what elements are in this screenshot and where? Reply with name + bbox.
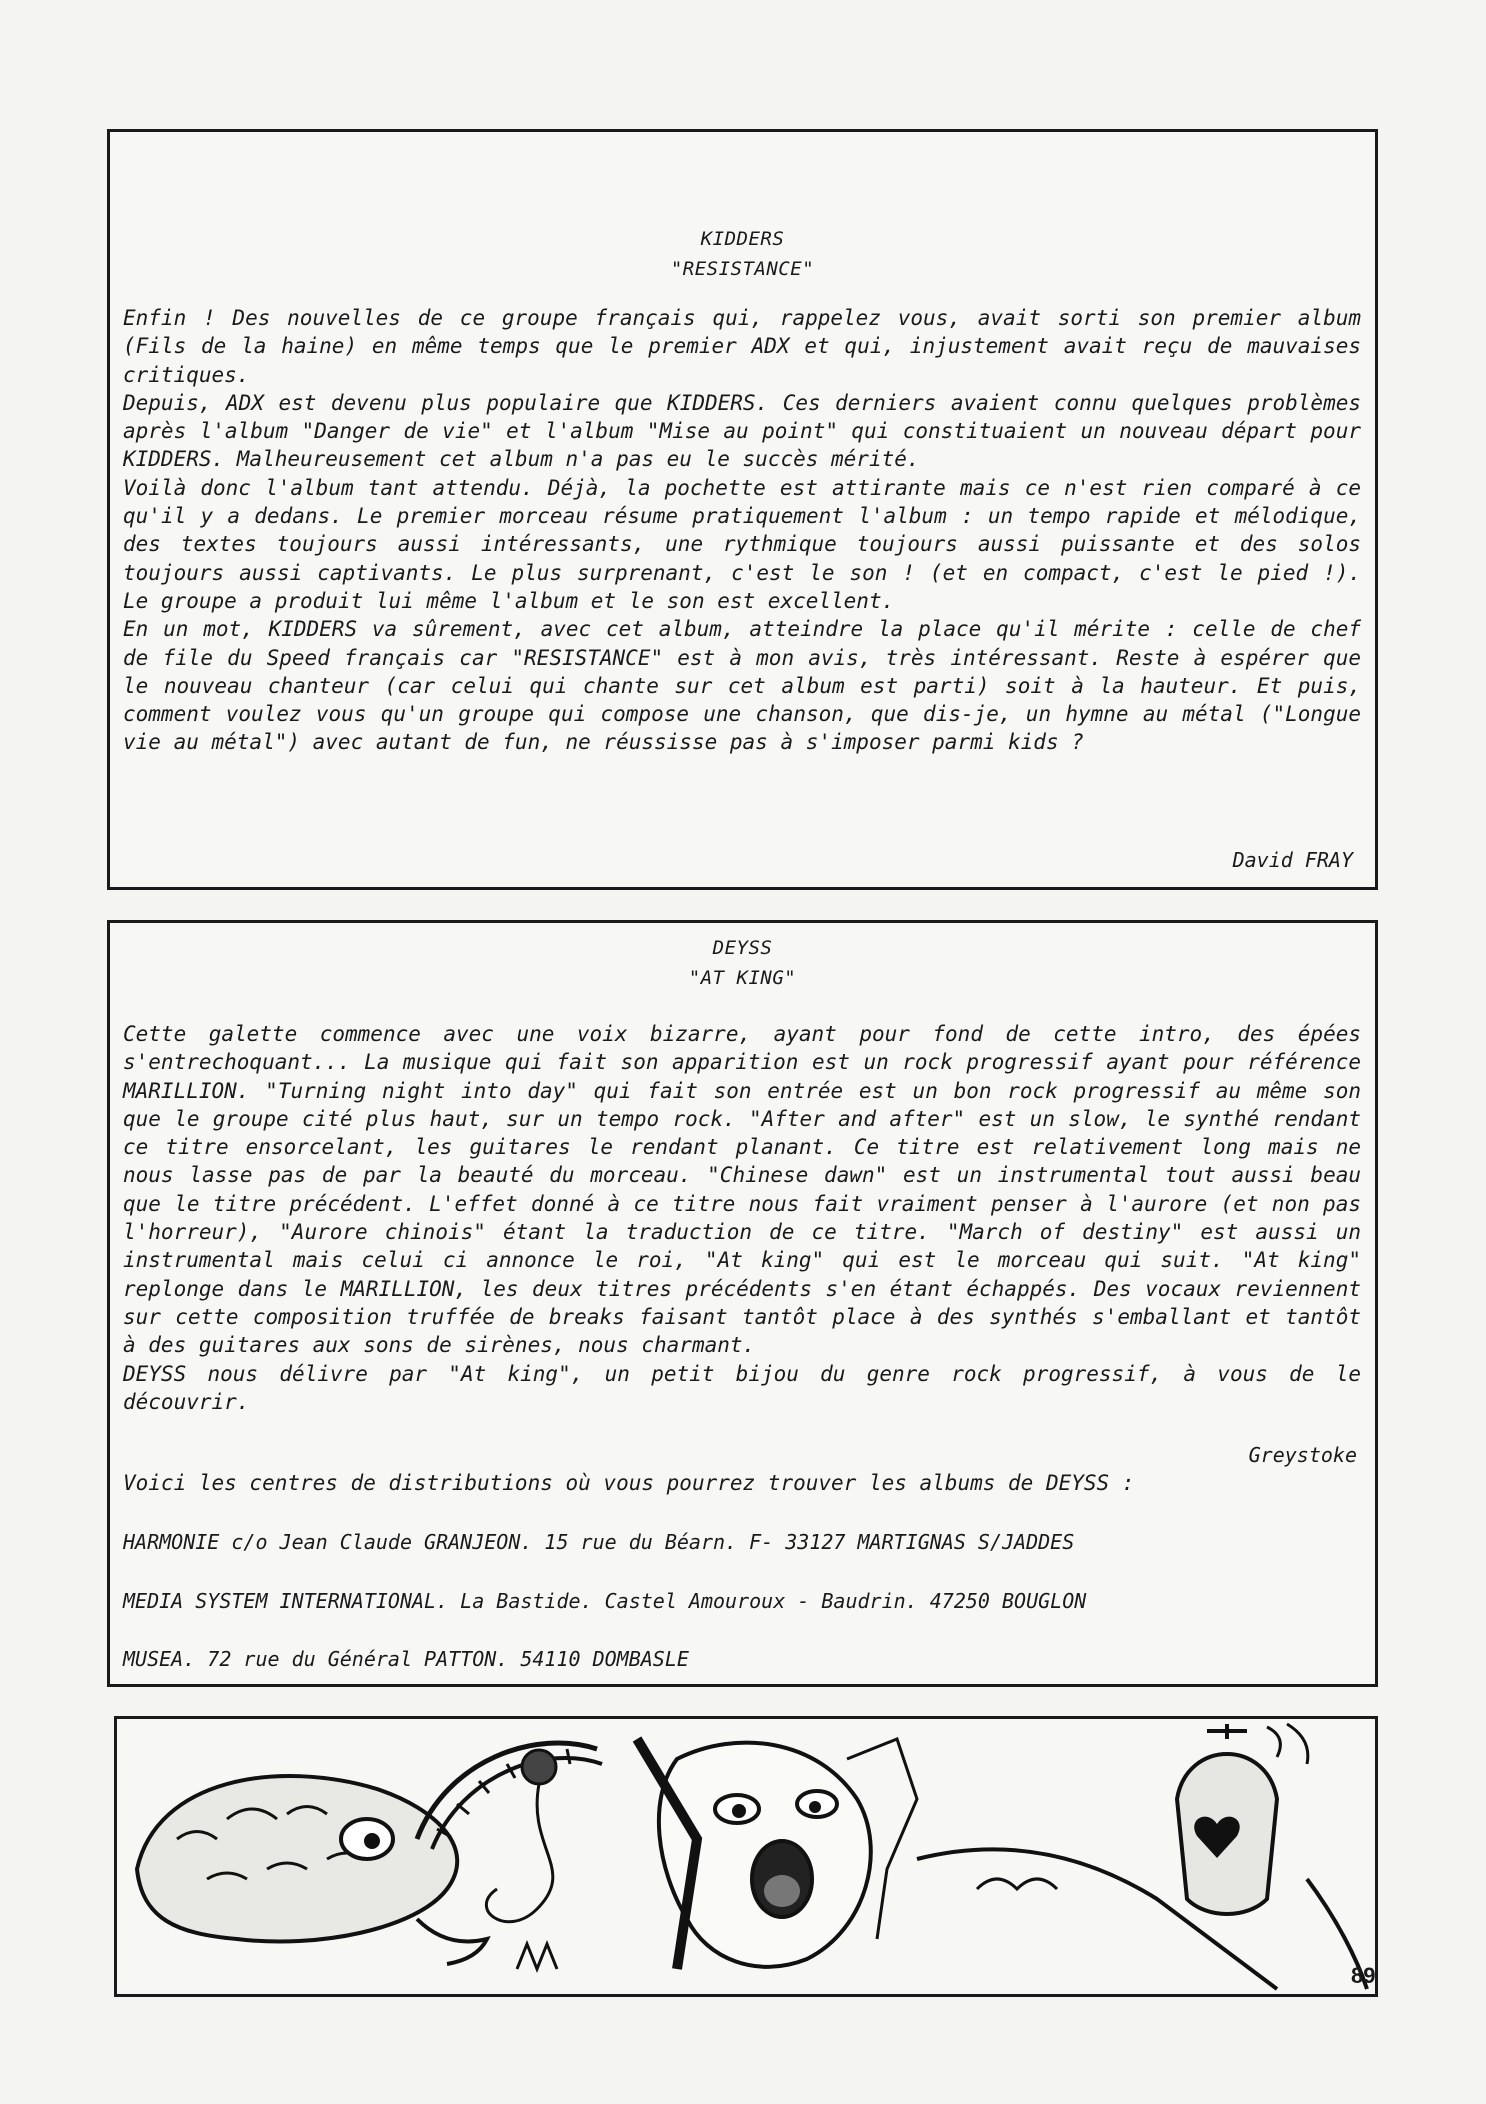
illustration-drawing	[117, 1719, 1375, 1994]
address-line: HARMONIE c/o Jean Claude GRANJEON. 15 rue du Béarn. F- 33127 MARTIGNAS S/JADDES	[123, 1530, 1075, 1554]
review-author: Greystoke	[1248, 1443, 1357, 1467]
paragraph: Voilà donc l'album tant attendu. Déjà, la pochette est attirante mais ce n'est rien comparé à ce qu'il y a dedans. Le premier morceau résume pratiquement l'album : un tempo rapide et mélodique, des textes toujours aussi intéressants, une rythmique toujours aussi puissante et des solos toujours aussi captivants. Le plus surprenant, c'est le son ! (et en compact, c'est le pied !). Le groupe a produit lui même l'album et le son est excellent.	[123, 475, 1361, 613]
album-title: "RESISTANCE"	[670, 258, 815, 280]
review-body	[123, 304, 1361, 757]
paragraph: Cette galette commence avec une voix bizarre, ayant pour fond de cette intro, des épées s'entrechoquant... La musique qui fait son apparition est un rock progressif ayant pour référence MARILLION. "Turning night into day" qui fait son entrée est un bon rock progressif au même son que le groupe cité plus haut, sur un tempo rock. "After and after" est un slow, le synthé rendant ce titre ensorcelant, les guitares le rendant planant. Ce titre est relativement long mais ne nous lasse pas de par la beauté du morceau. "Chinese dawn" est un instrumental tout aussi beau que le titre précédent. L'effet donné à ce titre nous fait vraiment penser à l'aurore (et non pas l'horreur), "Aurore chinois" étant la traduction de ce titre. "March of destiny" est aussi un instrumental mais celui ci annonce le roi, "At king" qui est le morceau qui suit. "At king" replonge dans le MARILLION, les deux titres précédents s'en étant échappés. Des vocaux reviennent sur cette composition truffée de breaks faisant tantôt place à des synthés s'emballant et tantôt à des guitares aux sons de sirènes, nous charmant.	[123, 1022, 1361, 1358]
review-author: David FRAY	[1232, 848, 1353, 872]
paragraph: En un mot, KIDDERS va sûrement, avec cet album, atteindre la place qu'il mérite : celle de chef de file du Speed français car "RESISTANCE" est à mon avis, très intéressant. Reste à espérer que le nouveau chanteur (car celui qui chante sur cet album est parti) soit à la hauteur. Et puis, comment voulez vous qu'un groupe qui compose une chanson, que dis-je, un hymne au métal ("Longue vie au métal") avec autant de fun, ne réussisse pas à s'imposer parmi kids ?	[123, 617, 1361, 755]
review-title	[110, 224, 1375, 284]
paragraph: DEYSS nous délivre par "At king", un petit bijou du genre rock progressif, à vous de le découvrir.	[123, 1361, 1361, 1414]
page-number: 89	[1351, 1963, 1376, 1988]
paragraph: Enfin ! Des nouvelles de ce groupe français qui, rappelez vous, avait sorti son premier album (Fils de la haine) en même temps que le premier ADX et qui, injustement avait reçu de mauvaises critiques.	[123, 306, 1361, 387]
review-deyss	[107, 920, 1378, 1687]
address-line: MUSEA. 72 rue du Général PATTON. 54110 DOMBASLE	[123, 1647, 689, 1671]
paragraph: Depuis, ADX est devenu plus populaire que KIDDERS. Ces derniers avaient connu quelques problèmes après l'album "Danger de vie" et l'album "Mise au point" qui constituaient un nouveau départ pour KIDDERS. Malheureusement cet album n'a pas eu le succès mérité.	[123, 390, 1361, 472]
comic-illustration	[114, 1716, 1378, 1997]
distribution-intro: Voici les centres de distributions où vous pourrez trouver les albums de DEYSS :	[123, 1471, 1135, 1495]
review-kidders	[107, 129, 1378, 890]
band-name: DEYSS	[712, 937, 773, 959]
album-title: "AT KING"	[688, 967, 797, 989]
review-body	[123, 1020, 1361, 1416]
band-name: KIDDERS	[700, 228, 785, 250]
address-line: MEDIA SYSTEM INTERNATIONAL. La Bastide. Castel Amouroux - Baudrin. 47250 BOUGLON	[123, 1589, 1087, 1613]
review-title	[110, 933, 1375, 993]
